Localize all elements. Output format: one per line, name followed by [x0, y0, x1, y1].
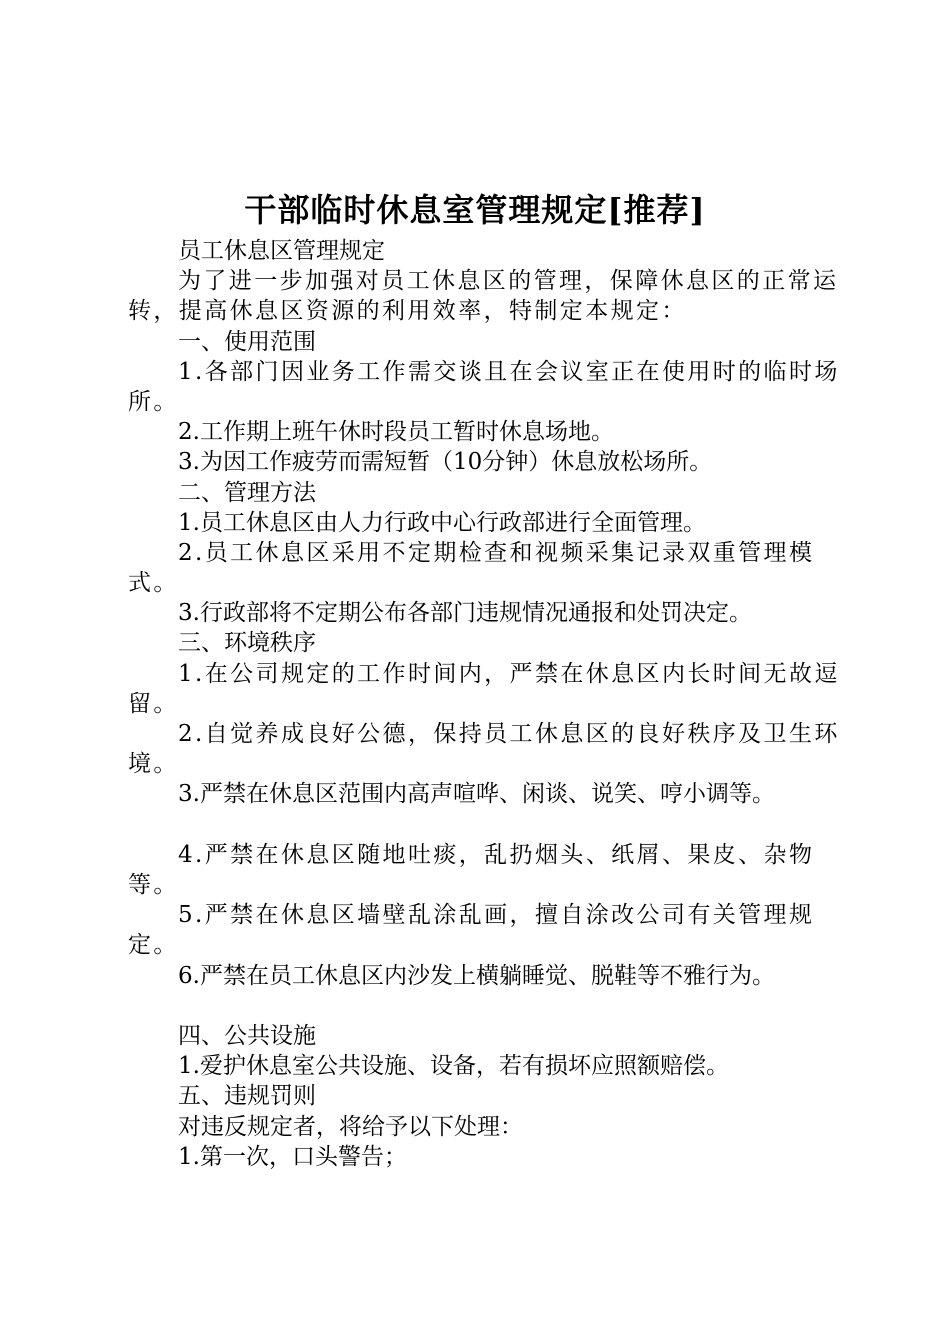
blank-line [128, 991, 844, 1021]
list-item: 6.严禁在员工休息区内沙发上横躺睡觉、脱鞋等不雅行为。 [178, 962, 775, 989]
document-body [128, 236, 844, 1172]
list-item: 1.第一次，口头警告； [178, 1143, 407, 1170]
section-heading-scope: 一、使用范围 [178, 328, 316, 355]
list-item: 2.员工休息区采用不定期检查和视频采集记录双重管理模式。 [128, 539, 815, 597]
paragraph-penalty-intro: 对违反规定者，将给予以下处理： [178, 1113, 523, 1140]
list-item: 2.自觉养成良好公德，保持员工休息区的良好秩序及卫生环境。 [128, 721, 840, 778]
paragraph-heading: 员工休息区管理规定 [178, 238, 385, 264]
blank-line [128, 810, 844, 840]
section-heading-management: 二、管理方法 [178, 479, 316, 506]
list-item: 1.各部门因业务工作需交谈且在会议室正在使用时的临时场所。 [128, 358, 840, 415]
list-item: 3.行政部将不定期公布各部门违规情况通报和处罚决定。 [178, 600, 752, 627]
section-heading-facilities: 四、公共设施 [178, 1022, 316, 1049]
list-item: 3.为因工作疲劳而需短暂（10分钟）休息放松场所。 [178, 449, 713, 476]
list-item: 4.严禁在休息区随地吐痰，乱扔烟头、纸屑、果皮、杂物等。 [128, 841, 815, 899]
list-item: 1.爱护休息室公共设施、设备，若有损坏应照额赔偿。 [178, 1053, 729, 1080]
list-item: 2.工作期上班午休时段员工暂时休息场地。 [178, 419, 614, 446]
list-item: 3.严禁在休息区范围内高声喧哗、闲谈、说笑、哼小调等。 [178, 781, 775, 808]
document-title: 干部临时休息室管理规定[推荐] [244, 191, 706, 229]
list-item: 1.在公司规定的工作时间内，严禁在休息区内长时间无故逗留。 [128, 660, 840, 717]
section-heading-environment: 三、环境秩序 [178, 630, 316, 657]
list-item: 5.严禁在休息区墙壁乱涂乱画，擅自涂改公司有关管理规定。 [128, 902, 815, 959]
list-item: 1.员工休息区由人力行政中心行政部进行全面管理。 [178, 509, 706, 536]
paragraph-intro: 为了进一步加强对员工休息区的管理，保障休息区的正常运转，提高休息区资源的利用效率，特制定本规定： [128, 268, 839, 325]
section-heading-penalties: 五、违规罚则 [178, 1083, 316, 1110]
